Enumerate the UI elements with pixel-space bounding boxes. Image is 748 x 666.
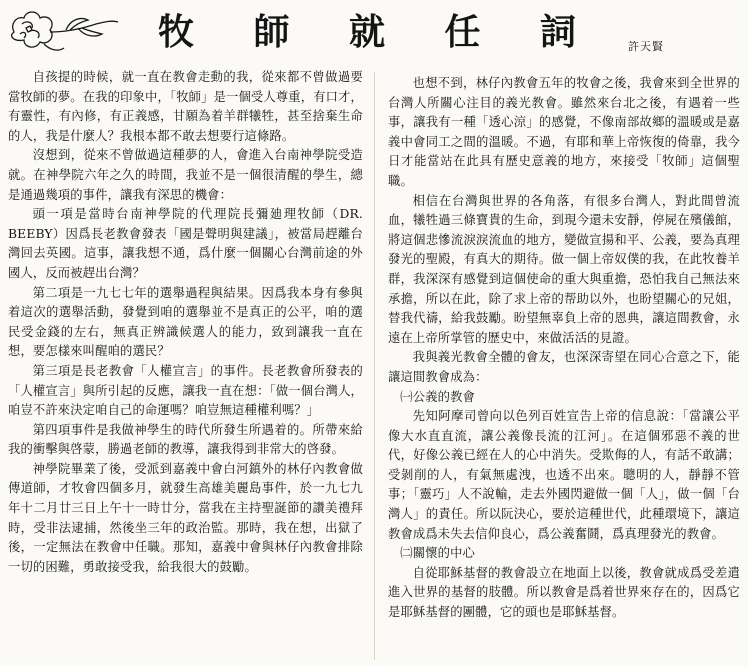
paragraph: 也想不到，林仔內教會五年的牧會之後，我會來到全世界的台灣人所關心注目的義光教會。雖然來台北之後，有遇着一些事，讓我有一種「透心涼」的感覺，不像南部故鄉的溫暖或是嘉義中會同工之間的溫暖。不過，有耶和華上帝恢復的倚靠，我今日才能當站在此具有歷史意義的地方，來接受「牧師」這個聖職。	[388, 76, 740, 188]
paragraph: 第四項事件是我做神學生的時代所發生所遇着的。所帶來給我的衝擊與啓蒙，勝過老師的教導，讓我得到非常大的啓發。	[8, 422, 363, 457]
paragraph: 先知阿摩司曾向以色列百姓宣告上帝的信息說：「當讓公平像大水直直流，讓公義像長流的江河」。在這個邪惡不義的世代，好像公義已經在人的心中消失。受欺侮的人，有話不敢講；受剝削的人，有氣無處洩，也透不出來。聰明的人，靜靜不管事；「靈巧」人不說輸，走去外國閃避做一個「人」，做一個「台灣人」的責任。所以阮決心，要於這種世代，此種環境下，讓這教會成爲未失去信仰良心，爲公義奮鬪，爲真理發光的教會。	[388, 409, 740, 541]
paragraph: 我與義光教會全體的會友，也深深寄望在同心合意之下，能讓這間教會成為：	[388, 350, 740, 384]
paragraph: 頭一項是當時台南神學院的代理院長彌廸理牧師（DR. BEEBY）因爲長老教會發表「國是聲明與建議」，被當局趕離台灣回去英國。這事，讓我想不通，爲什麼一個關心台灣前途的外國人，反而被趕出台灣？	[8, 207, 363, 280]
title-char: 任	[444, 10, 483, 53]
left-column	[8, 68, 363, 577]
title-char: 師	[253, 10, 292, 53]
section-heading: ㈠公義的教會	[400, 389, 475, 404]
title-char: 詞	[539, 10, 578, 53]
column-divider	[374, 72, 375, 660]
title-char: 牧	[158, 10, 197, 53]
paragraph: 自從耶穌基督的教會設立在地面上以後，教會就成爲受差遣進入世界的基督的肢體。所以教會是爲着世界來存在的，因爲它是耶穌基督的團體，它的頭也是耶穌基督。	[388, 565, 740, 620]
carnation-flower-icon	[4, 2, 122, 60]
paragraph: 自孩提的時候，就一直在教會走動的我，從來都不曾做過要當牧師的夢。在我的印象中，「牧師」是一個受人尊重，有口才，有靈性，有內修，有正義感，甘願為着羊群犧牲，甚至捨棄生命的人，我是什麼人？我根本都不敢去想要行這條路。	[8, 70, 363, 143]
paragraph: 第二項是一九七七年的選舉過程與結果。因爲我本身有參與着這次的選舉活動，發覺到咱的選舉並不是真正的公平，咱的選民受金錢的左右，無真正辨識候選人的能力，致到讓我一直在想，要怎樣來叫醒咱的選民？	[8, 285, 363, 359]
paragraph: 相信在台灣與世界的各角落，有很多台灣人，對此間曾流血，犧牲過三條寶貴的生命，到現今還未安靜，停屍在殯儀館，將這個悲慘流淚淚流血的地方，變做宣揚和平、公義，要為真理發光的聖殿，有真大的期待。做一個上帝奴僕的我，在此牧養羊群，我深深有感覺到這個使命的重大與重擔，恐怕我自己無法來承擔，所以在此，除了求上帝的帮助以外，也盼望關心的兄姐，替我代禱，給我鼓勵。盼望無辜負上帝的恩典，讓這間教會，永遠在上帝所掌管的歷史中，來做活活的見證。	[388, 193, 740, 345]
title-char: 就	[348, 10, 387, 53]
paragraph: 沒想到，從來不曾做過這種夢的人，會進入台南神學院受造就。在神學院六年之久的時間，我並不是一個很清醒的學生，總是通過幾項的事件，讓我有深思的機會：	[8, 148, 363, 202]
author-name: 許天賢	[628, 40, 664, 53]
paragraph: 神學院畢業了後，受派到嘉義中會白河鎮外的林仔內教會做傳道師，才牧會四個多月，就發生高雄美麗島事件，於一九七九年十二月廿三日上午十一時廿分，當我在主持聖誕節的讚美禮拜時，受非法逮捕，然後坐三年的政治監。那時，我在想，出獄了後，一定無法在教會中任職。那知，嘉義中會與林仔內教會排除一切的困難，勇敢接受我，給我很大的鼓勵。	[8, 461, 363, 574]
paragraph: 第三項是長老教會「人權宣言」的事件。長老教會所發表的「人權宣言」與所引起的反應，讓我一直在想：「做一個台灣人，咱豈不許來決定咱自己的命運嗎？咱豈無這種權利嗎？」	[8, 363, 363, 418]
section-heading: ㈡關懷的中心	[400, 546, 475, 561]
right-column	[388, 74, 740, 623]
page-title	[158, 6, 578, 52]
